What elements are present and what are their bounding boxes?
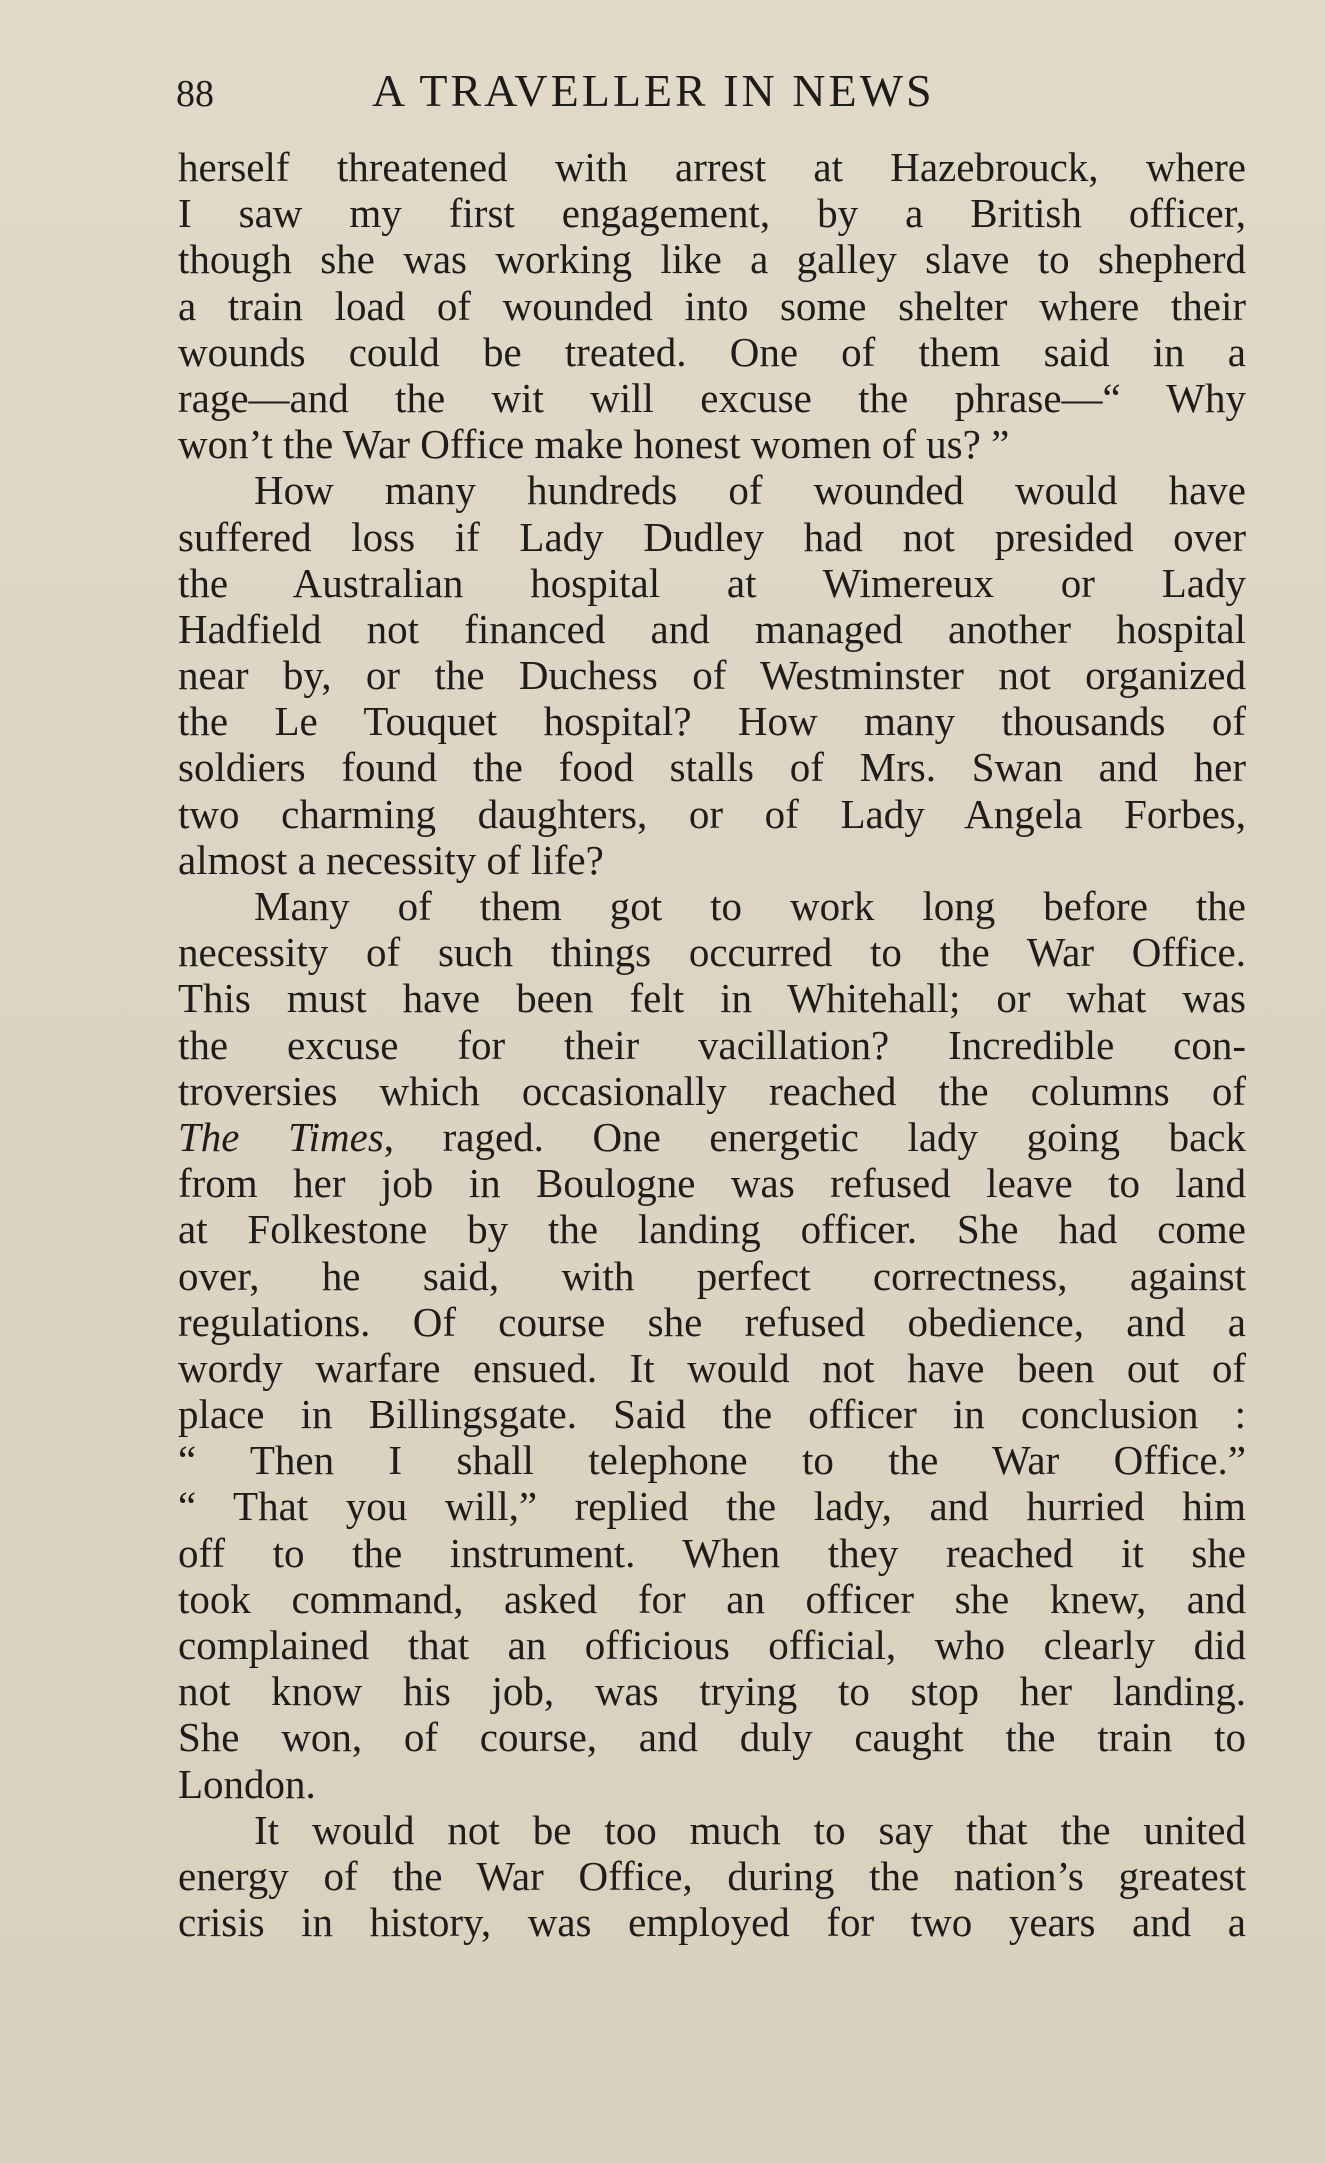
text-line: crisis in history, was employed for two years and a bbox=[178, 1899, 1246, 1946]
text-line: Hadfield not financed and managed another hospital bbox=[178, 605, 1246, 652]
text-line-rest: , raged. One energetic lady going back bbox=[383, 1113, 1246, 1160]
text-line: over, he said, with perfect correctness, against bbox=[178, 1252, 1246, 1299]
text-line: suffered loss if Lady Dudley had not presided over bbox=[178, 513, 1246, 560]
text-line: “ That you will,” replied the lady, and hurried him bbox=[178, 1483, 1246, 1530]
text-line: I saw my first engagement, by a British officer, bbox=[178, 190, 1246, 237]
body-text bbox=[178, 144, 1246, 1945]
text-line: from her job in Boulogne was refused leave to land bbox=[178, 1160, 1246, 1207]
page-number: 88 bbox=[176, 73, 214, 115]
text-line: energy of the War Office, during the nation’s greatest bbox=[178, 1852, 1246, 1899]
text-line: troversies which occasionally reached the columns of bbox=[178, 1067, 1246, 1114]
text-line: This must have been felt in Whitehall; or what was bbox=[178, 975, 1246, 1022]
text-line: London. bbox=[178, 1760, 316, 1807]
text-line-with-italic bbox=[178, 1114, 1246, 1160]
running-title: A TRAVELLER IN NEWS bbox=[372, 65, 935, 116]
text-line: How many hundreds of wounded would have bbox=[254, 467, 1246, 514]
page-header bbox=[176, 64, 1248, 124]
text-line: She won, of course, and duly caught the train to bbox=[178, 1714, 1246, 1761]
text-line: not know his job, was trying to stop her landing. bbox=[178, 1668, 1246, 1715]
text-line: two charming daughters, or of Lady Angela Forbes, bbox=[178, 790, 1246, 837]
text-line: the Australian hospital at Wimereux or Lady bbox=[178, 559, 1246, 606]
text-line: a train load of wounded into some shelter where their bbox=[178, 282, 1246, 329]
text-line: took command, asked for an officer she knew, and bbox=[178, 1575, 1246, 1622]
text-line: though she was working like a galley slave to shepherd bbox=[178, 236, 1246, 283]
text-line: rage—and the wit will excuse the phrase—“ Why bbox=[178, 374, 1246, 421]
text-line: Many of them got to work long before the bbox=[254, 883, 1246, 929]
text-line: won’t the War Office make honest women of us? ” bbox=[178, 421, 1010, 468]
text-line: regulations. Of course she refused obedience, and a bbox=[178, 1298, 1246, 1345]
italic-title: The Times bbox=[178, 1113, 384, 1160]
text-line: necessity of such things occurred to the War Office. bbox=[178, 929, 1246, 976]
text-line: place in Billingsgate. Said the officer in conclusion : bbox=[178, 1391, 1246, 1438]
text-line: near by, or the Duchess of Westminster not organized bbox=[178, 652, 1246, 699]
text-line: herself threatened with arrest at Hazebrouck, where bbox=[178, 144, 1246, 190]
text-line: complained that an officious official, who clearly did bbox=[178, 1622, 1246, 1668]
text-line: wounds could be treated. One of them said in a bbox=[178, 328, 1246, 375]
text-line: “ Then I shall telephone to the War Office.” bbox=[178, 1437, 1246, 1484]
text-line: the excuse for their vacillation? Incredible con- bbox=[178, 1021, 1246, 1068]
text-line: off to the instrument. When they reached it she bbox=[178, 1529, 1246, 1576]
text-line: soldiers found the food stalls of Mrs. Swan and her bbox=[178, 744, 1246, 791]
text-line: the Le Touquet hospital? How many thousands of bbox=[178, 698, 1246, 745]
text-line: It would not be too much to say that the united bbox=[254, 1806, 1246, 1853]
text-line: at Folkestone by the landing officer. She had come bbox=[178, 1206, 1246, 1253]
text-line: wordy warfare ensued. It would not have been out of bbox=[178, 1344, 1246, 1391]
text-line: almost a necessity of life? bbox=[178, 836, 604, 883]
